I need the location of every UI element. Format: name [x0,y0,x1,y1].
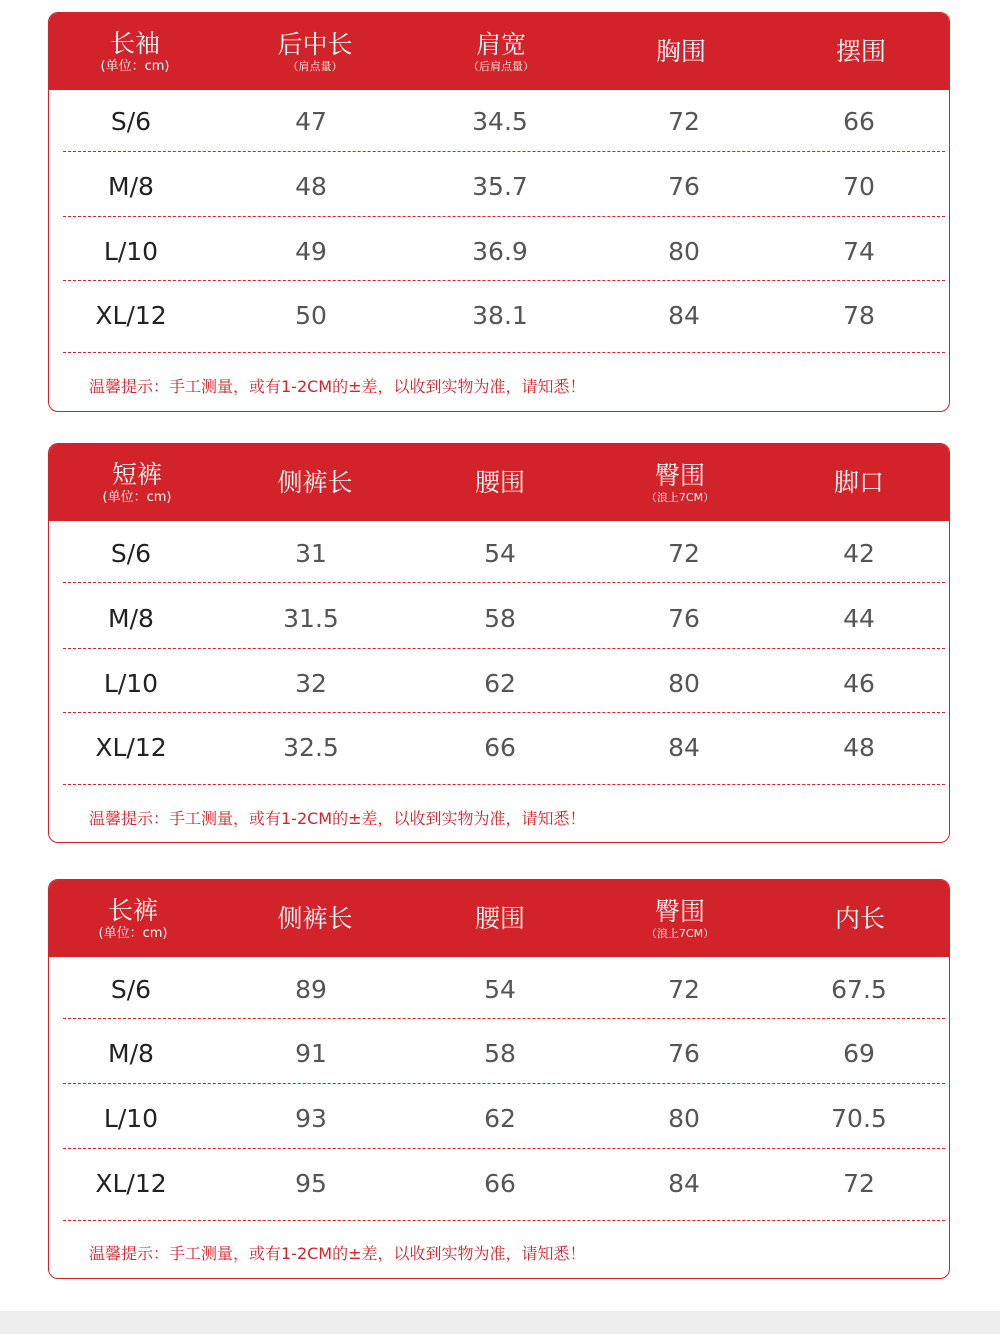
size-cell: XL/12 [95,1168,167,1198]
row-divider [63,784,945,785]
row-divider [63,151,945,152]
header-sublabel: (单位：cm) [102,489,172,505]
row-divider [63,1083,945,1084]
value-cell: 32 [295,668,327,698]
value-cell: 35.7 [472,171,528,201]
value-cell: 76 [668,1038,700,1068]
header-cell [410,444,590,521]
table-header [49,880,949,957]
value-cell: 72 [843,1168,875,1198]
row-divider [63,216,945,217]
table-row [49,651,949,715]
header-cell [225,13,405,90]
header-sublabel: (单位：cm) [98,925,168,941]
value-cell: 50 [295,300,327,330]
value-cell: 62 [484,668,516,698]
value-cell: 80 [668,1103,700,1133]
value-cell: 34.5 [472,106,528,136]
size-cell: L/10 [103,668,159,698]
value-cell: 47 [295,106,327,136]
header-label: 腰围 [474,903,525,933]
value-cell: 31 [295,538,327,568]
header-cell [48,880,223,957]
table-row [49,715,949,779]
value-cell: 38.1 [472,300,528,330]
size-cell: S/6 [110,106,152,136]
value-cell: 46 [843,668,875,698]
header-label: 臀围 [654,896,705,926]
header-cell [590,880,770,957]
value-cell: 42 [843,538,875,568]
row-divider [63,712,945,713]
value-cell: 58 [484,1038,516,1068]
size-cell: XL/12 [95,732,167,762]
header-sublabel: （浪上7CM） [645,490,715,504]
size-table-long-pants [48,879,950,1279]
value-cell: 80 [668,668,700,698]
value-cell: 93 [295,1103,327,1133]
size-cell: S/6 [110,974,152,1004]
header-label: 长袖 [109,28,160,58]
table-row [49,957,949,1021]
header-sublabel: （肩点量） [287,59,343,73]
value-cell: 48 [843,732,875,762]
table-header [49,444,949,521]
row-divider [63,582,945,583]
table-row [49,1021,949,1085]
header-cell [48,13,225,90]
header-cell [48,444,227,521]
header-label: 腰围 [474,467,525,497]
row-divider [63,648,945,649]
header-sublabel: （浪上7CM） [645,926,715,940]
header-label: 短裤 [111,459,162,489]
header-cell [590,444,770,521]
table-row [49,586,949,650]
value-cell: 36.9 [472,236,528,266]
value-cell: 58 [484,603,516,633]
value-cell: 66 [843,106,875,136]
value-cell: 72 [668,538,700,568]
header-cell [225,444,405,521]
value-cell: 84 [668,732,700,762]
row-divider [63,352,945,353]
value-cell: 72 [668,974,700,1004]
size-cell: L/10 [103,236,159,266]
value-cell: 54 [484,538,516,568]
value-cell: 66 [484,732,516,762]
bottom-bar [0,1311,1000,1334]
header-label: 肩宽 [475,29,526,59]
header-sublabel: （后肩点量） [468,59,534,73]
value-cell: 70.5 [831,1103,887,1133]
table-header [49,13,949,90]
value-cell: 72 [668,106,700,136]
value-cell: 32.5 [283,732,339,762]
table-row [49,1086,949,1150]
value-cell: 89 [295,974,327,1004]
row-divider [63,1220,945,1221]
value-cell: 66 [484,1168,516,1198]
header-label: 胸围 [655,36,706,66]
row-divider [63,1148,945,1149]
header-cell [769,444,949,521]
value-cell: 54 [484,974,516,1004]
size-table-long-sleeve [48,12,950,412]
header-label: 脚口 [833,467,884,497]
header-cell [770,880,950,957]
value-cell: 31.5 [283,603,339,633]
table-row [49,521,949,585]
row-divider [63,280,945,281]
value-cell: 69 [843,1038,875,1068]
header-cell [225,880,405,957]
header-label: 内长 [834,903,885,933]
value-cell: 78 [843,300,875,330]
value-cell: 76 [668,603,700,633]
size-cell: M/8 [108,171,154,201]
table-row [49,89,949,153]
value-cell: 84 [668,300,700,330]
measurement-note: 温馨提示：手工测量，或有1-2CM的±差，以收到实物为准，请知悉！ [89,1244,586,1263]
header-label: 后中长 [277,29,353,59]
header-label: 长裤 [107,895,158,925]
header-cell [410,880,590,957]
table-row [49,1151,949,1215]
table-row [49,154,949,218]
table-row [49,219,949,283]
header-cell [411,13,591,90]
value-cell: 84 [668,1168,700,1198]
size-table-shorts [48,443,950,843]
size-cell: M/8 [108,1038,154,1068]
value-cell: 91 [295,1038,327,1068]
measurement-note: 温馨提示：手工测量，或有1-2CM的±差，以收到实物为准，请知悉！ [89,809,586,828]
value-cell: 62 [484,1103,516,1133]
measurement-note: 温馨提示：手工测量，或有1-2CM的±差，以收到实物为准，请知悉！ [89,377,586,396]
header-label: 侧裤长 [277,467,353,497]
size-cell: L/10 [103,1103,159,1133]
value-cell: 44 [843,603,875,633]
header-label: 臀围 [654,460,705,490]
header-label: 侧裤长 [277,903,353,933]
header-cell [771,13,950,90]
value-cell: 95 [295,1168,327,1198]
value-cell: 76 [668,171,700,201]
value-cell: 80 [668,236,700,266]
row-divider [63,1018,945,1019]
table-row [49,283,949,347]
size-cell: M/8 [108,603,154,633]
size-cell: XL/12 [95,300,167,330]
header-label: 摆围 [835,36,886,66]
value-cell: 74 [843,236,875,266]
value-cell: 48 [295,171,327,201]
value-cell: 49 [295,236,327,266]
size-cell: S/6 [110,538,152,568]
header-sublabel: (单位：cm) [100,58,170,74]
value-cell: 70 [843,171,875,201]
header-cell [591,13,771,90]
value-cell: 67.5 [831,974,887,1004]
